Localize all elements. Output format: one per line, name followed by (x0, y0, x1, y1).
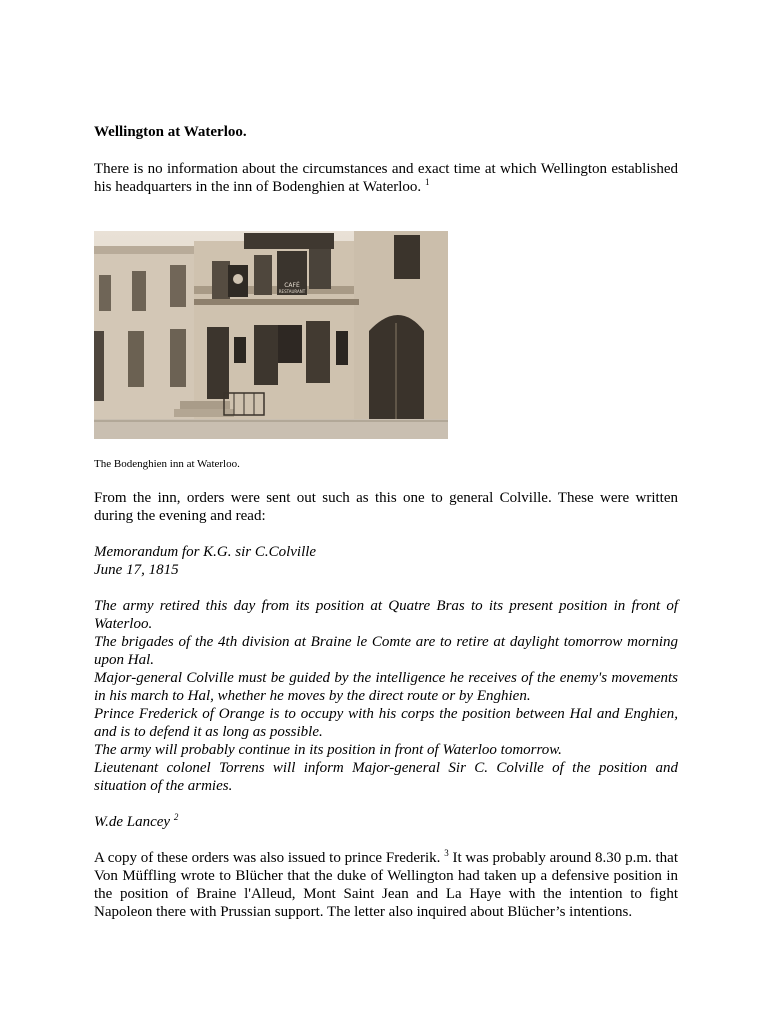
memo-signature-line (94, 813, 678, 831)
memo-line: The army retired this day from its position at Quatre Bras to its present position in front of Waterloo. (94, 598, 678, 632)
memo-line: The army will probably continue in its position in front of Waterloo tomorrow. (94, 742, 562, 758)
memo-line: Prince Frederick of Orange is to occupy with his corps the position between Hal and Enghien, and is to defend it as long as possible. (94, 706, 678, 740)
intro-text: There is no information about the circumstances and exact time at which Wellington established his headquarters in the inn of Bodenghien at Waterloo. (94, 161, 678, 195)
closing-text-2: It was probably around 8.30 p.m. that Von Müffling wrote to Blücher that the duke of Wellington had taken up a defensive position in the position of Braine l'Alleud, Mont Saint Jean and La Haye with the intention to fight Napoleon there with Prussian support. The letter also inquired about Blücher’s intentions. (94, 850, 679, 920)
memo-body (94, 597, 678, 795)
intro-paragraph (94, 160, 678, 196)
bodenghien-inn-photo (94, 231, 448, 439)
sign-restaurant: RESTAURANT (278, 289, 306, 294)
sign-cafe: CAFÉ (284, 282, 300, 289)
footnote-ref-1: 1 (424, 177, 430, 187)
memo-line: Major-general Colville must be guided by the intelligence he receives of the enemy's movements in his march to Hal, whether he moves by the direct route or by Enghien. (94, 670, 678, 704)
memo-signature: W.de Lancey (94, 814, 171, 830)
memo-header (94, 543, 678, 579)
footnote-ref-2: 2 (173, 812, 179, 822)
footnote-ref-3: 3 (444, 848, 449, 858)
photo-caption: The Bodenghien inn at Waterloo. (94, 458, 240, 470)
memo-line: The brigades of the 4th division at Braine le Comte are to retire at daylight tomorrow morning upon Hal. (94, 634, 678, 668)
closing-text-1: A copy of these orders was also issued to prince Frederik. (94, 850, 441, 866)
memo-heading: Memorandum for K.G. sir C.Colville (94, 544, 317, 560)
document-title: Wellington at Waterloo. (94, 124, 247, 140)
memo-date: June 17, 1815 (94, 562, 179, 578)
closing-paragraph (94, 849, 678, 921)
memo-line: Lieutenant colonel Torrens will inform Major-general Sir C. Colville of the position and situation of the armies. (94, 760, 678, 794)
orders-intro-paragraph: From the inn, orders were sent out such as this one to general Colville. These were written during the evening and read: (94, 490, 678, 524)
